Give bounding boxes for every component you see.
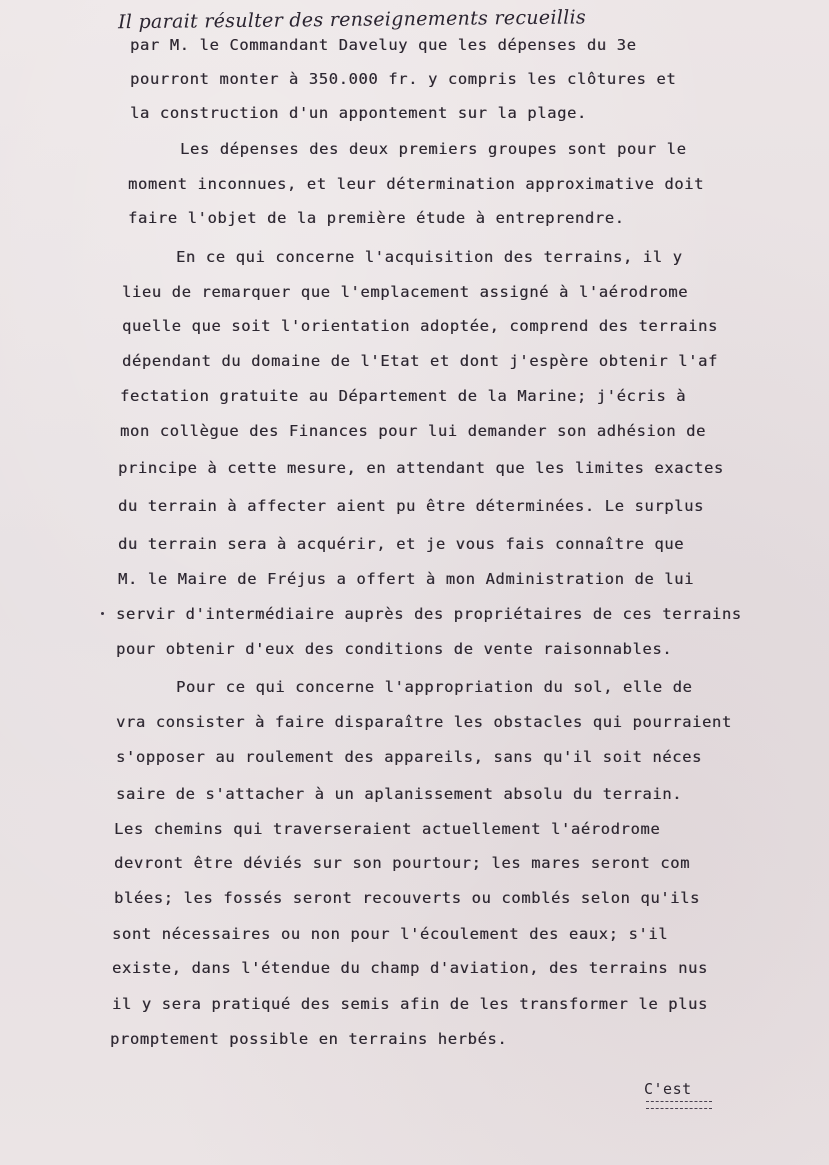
text-line: servir d'intermédiaire auprès des propriétaires de ces terrains — [116, 605, 742, 623]
handwritten-annotation: Il parait résulter des renseignements recueillis — [117, 6, 587, 34]
text-line: M. le Maire de Fréjus a offert à mon Administration de lui — [118, 570, 695, 588]
text-line: s'opposer au roulement des appareils, sans qu'il soit néces — [116, 748, 702, 766]
text-line: la construction d'un appontement sur la plage. — [130, 104, 587, 122]
text-line: par M. le Commandant Daveluy que les dépenses du 3e — [130, 36, 637, 54]
text-line: principe à cette mesure, en attendant que les limites exactes — [118, 459, 724, 477]
text-line: Les chemins qui traverseraient actuellement l'aérodrome — [114, 820, 661, 838]
text-line: existe, dans l'étendue du champ d'aviation, des terrains nus — [112, 959, 708, 977]
text-line: saire de s'attacher à un aplanissement absolu du terrain. — [116, 785, 683, 803]
text-line: lieu de remarquer que l'emplacement assigné à l'aérodrome — [122, 283, 689, 301]
text-line: quelle que soit l'orientation adoptée, comprend des terrains — [122, 317, 718, 335]
text-line: devront être déviés sur son pourtour; les mares seront com — [114, 854, 691, 872]
text-line: il y sera pratiqué des semis afin de les transformer le plus — [112, 995, 708, 1013]
text-line: Pour ce qui concerne l'appropriation du sol, elle de — [176, 678, 693, 696]
catchword: C'est — [644, 1080, 692, 1098]
text-line: pour obtenir d'eux des conditions de vente raisonnables. — [116, 640, 673, 658]
text-line: moment inconnues, et leur détermination approximative doit — [128, 175, 705, 193]
text-line: promptement possible en terrains herbés. — [110, 1030, 508, 1048]
text-line: vra consister à faire disparaître les obstacles qui pourraient — [116, 713, 732, 731]
text-line: faire l'objet de la première étude à entreprendre. — [128, 209, 625, 227]
catchword-underline — [646, 1101, 712, 1109]
text-line: pourront monter à 350.000 fr. y compris les clôtures et — [130, 70, 677, 88]
text-line: fectation gratuite au Département de la Marine; j'écris à — [120, 387, 687, 405]
text-line: dépendant du domaine de l'Etat et dont j'espère obtenir l'af — [122, 352, 718, 370]
text-line: sont nécessaires ou non pour l'écoulement des eaux; s'il — [112, 925, 669, 943]
text-line: blées; les fossés seront recouverts ou comblés selon qu'ils — [114, 889, 700, 907]
text-line: du terrain sera à acquérir, et je vous fais connaître que — [118, 535, 685, 553]
text-line: mon collègue des Finances pour lui demander son adhésion de — [120, 422, 706, 440]
ink-speck — [101, 612, 104, 615]
text-line: du terrain à affecter aient pu être déterminées. Le surplus — [118, 497, 704, 515]
text-line: Les dépenses des deux premiers groupes sont pour le — [180, 140, 687, 158]
text-line: En ce qui concerne l'acquisition des terrains, il y — [176, 248, 683, 266]
